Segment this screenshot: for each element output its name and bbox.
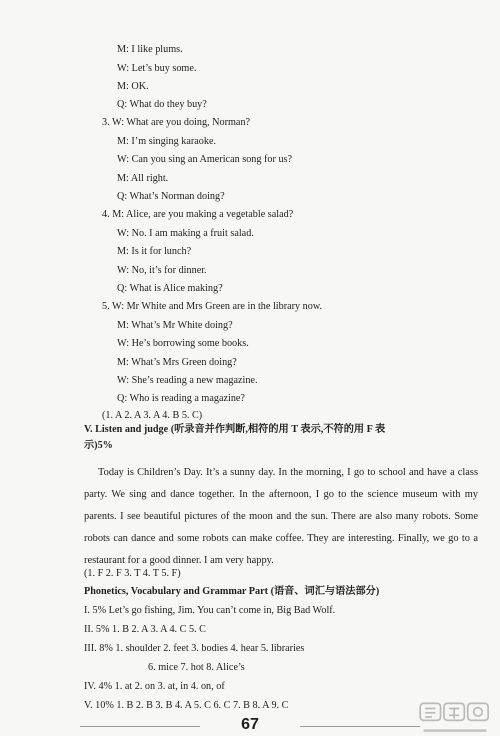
page-number: 67 <box>241 716 259 733</box>
answer-line: IV. 4% 1. at 2. on 3. at, in 4. on, of <box>84 681 225 692</box>
dialogue-line: M: What’s Mr White doing? <box>117 320 233 331</box>
answer-line: 6. mice 7. hot 8. Alice’s <box>148 662 245 673</box>
dialogue-line: W: Can you sing an American song for us? <box>117 154 293 165</box>
footer-rule-left <box>80 726 200 727</box>
dialogue-line: 3. W: What are you doing, Norman? <box>102 117 251 128</box>
passage-paragraph: Today is Children’s Day. It’s a sunny day. In the morning, I go to school and have a class party. We sing and dance together. In the afternoon, I go to the science museum with my parents. I see beautiful pictures of the moon and the sun. There are also many robots. Some robots can dance and some robots can make coffee. They are interesting. Finally, we go to a restaurant for a good dinner. I am very happy. <box>84 467 478 566</box>
answer-line: V. 10% 1. B 2. B 3. B 4. A 5. C 6. C 7. B 8. A 9. C <box>84 700 289 711</box>
section-heading: V. Listen and judge (听录音并作判断,相符的用 T 表示,不符的用 F 表 <box>84 424 386 435</box>
dialogue-line: M: I like plums. <box>117 44 183 55</box>
dialogue-line: Q: What do they buy? <box>117 99 207 110</box>
dialogue-line: Q: What’s Norman doing? <box>117 191 225 202</box>
dialogue-line: W: He’s borrowing some books. <box>117 338 249 349</box>
answer-key-line: (1. A 2. A 3. A 4. B 5. C) <box>102 410 203 421</box>
dialogue-line: M: OK. <box>117 81 149 92</box>
dialogue-line: Q: Who is reading a magazine? <box>117 393 245 404</box>
dialogue-line: W: No. I am making a fruit salad. <box>117 228 254 239</box>
dialogue-line: W: She’s reading a new magazine. <box>117 375 258 386</box>
dialogue-line: Q: What is Alice making? <box>117 283 223 294</box>
part-heading: Phonetics, Vocabulary and Grammar Part (语音、词汇与语法部分) <box>84 586 380 597</box>
answer-line: III. 8% 1. shoulder 2. feet 3. bodies 4. hear 5. libraries <box>84 643 305 654</box>
dialogue-line: 4. M: Alice, are you making a vegetable salad? <box>102 209 294 220</box>
dialogue-line: M: Is it for lunch? <box>117 246 192 257</box>
dialogue-line: W: No, it’s for dinner. <box>117 265 207 276</box>
answer-line: I. 5% Let’s go fishing, Jim. You can’t come in, Big Bad Wolf. <box>84 605 336 616</box>
dialogue-line: M: All right. <box>117 173 169 184</box>
dialogue-line: W: Let’s buy some. <box>117 63 197 74</box>
dialogue-line: 5. W: Mr White and Mrs Green are in the library now. <box>102 301 323 312</box>
dialogue-line: M: What’s Mrs Green doing? <box>117 357 237 368</box>
answer-line: II. 5% 1. B 2. A 3. A 4. C 5. C <box>84 624 206 635</box>
section-heading-continued: 示)5% <box>84 440 113 451</box>
dialogue-line: M: I’m singing karaoke. <box>117 136 217 147</box>
footer-rule-right <box>300 726 420 727</box>
watermark-logo <box>412 700 498 734</box>
answer-key-line: (1. F 2. F 3. T 4. T 5. F) <box>84 568 181 579</box>
